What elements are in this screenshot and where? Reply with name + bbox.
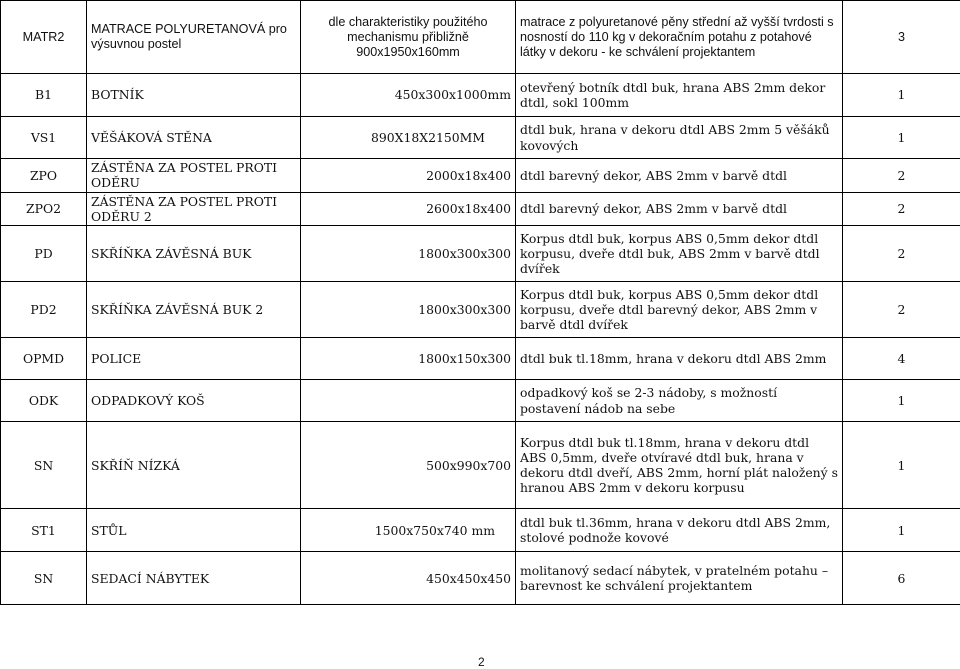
item-description: matrace z polyuretanové pěny střední až vyšší tvrdosti s nosností do 110 kg v dekoračním potahu z potahové látky v dekoru - ke schválení projektantem <box>516 1 843 74</box>
item-description: Korpus dtdl buk tl.18mm, hrana v dekoru dtdl ABS 0,5mm, dveře otvíravé dtdl buk, hrana v dekoru dtdl dveří, ABS 2mm, horní plát naložený s hranou ABS 2mm v dekoru korpusu <box>516 422 843 509</box>
item-code: OPMD <box>1 338 87 380</box>
item-dimensions: dle charakteristiky použitého mechanismu přibližně 900x1950x160mm <box>301 1 516 74</box>
item-dimensions <box>301 380 516 422</box>
item-dimensions: 450x300x1000mm <box>301 74 516 117</box>
item-dimensions: 500x990x700 <box>301 422 516 509</box>
item-name: SEDACÍ NÁBYTEK <box>87 552 301 605</box>
item-description: Korpus dtdl buk, korpus ABS 0,5mm dekor dtdl korpusu, dveře dtdl buk, ABS 2mm v barvě dtdl dvířek <box>516 226 843 282</box>
item-description: dtdl barevný dekor, ABS 2mm v barvě dtdl <box>516 192 843 226</box>
table-row <box>1 1 960 74</box>
item-dimensions: 450x450x450 <box>301 552 516 605</box>
table-row <box>1 226 960 282</box>
table-row <box>1 422 960 509</box>
item-dimensions: 1800x300x300 <box>301 226 516 282</box>
item-description: dtdl buk tl.36mm, hrana v dekoru dtdl ABS 2mm, stolové podnože kovové <box>516 509 843 552</box>
item-name: SKŘÍŇKA ZÁVĚSNÁ BUK 2 <box>87 282 301 338</box>
table-row <box>1 74 960 117</box>
item-quantity: 4 <box>843 338 960 380</box>
item-dimensions: 1800x300x300 <box>301 282 516 338</box>
item-quantity: 1 <box>843 117 960 159</box>
table-row <box>1 509 960 552</box>
item-name: POLICE <box>87 338 301 380</box>
item-description: molitanový sedací nábytek, v pratelném potahu – barevnost ke schválení projektantem <box>516 552 843 605</box>
item-description: otevřený botník dtdl buk, hrana ABS 2mm dekor dtdl, sokl 100mm <box>516 74 843 117</box>
item-code: SN <box>1 552 87 605</box>
item-quantity: 2 <box>843 159 960 193</box>
item-code: ZPO <box>1 159 87 193</box>
item-code: ZPO2 <box>1 192 87 226</box>
page-number: 2 <box>478 655 485 669</box>
item-description: dtdl buk, hrana v dekoru dtdl ABS 2mm 5 věšáků kovových <box>516 117 843 159</box>
item-code: ODK <box>1 380 87 422</box>
item-quantity: 2 <box>843 192 960 226</box>
item-description: dtdl buk tl.18mm, hrana v dekoru dtdl ABS 2mm <box>516 338 843 380</box>
table-row <box>1 338 960 380</box>
item-description: odpadkový koš se 2-3 nádoby, s možností postavení nádob na sebe <box>516 380 843 422</box>
item-quantity: 6 <box>843 552 960 605</box>
item-name: ODPADKOVÝ KOŠ <box>87 380 301 422</box>
item-name: SKŘÍŇ NÍZKÁ <box>87 422 301 509</box>
item-quantity: 1 <box>843 422 960 509</box>
item-quantity: 1 <box>843 380 960 422</box>
table-row <box>1 117 960 159</box>
item-name: STŮL <box>87 509 301 552</box>
table-row <box>1 282 960 338</box>
item-dimensions: 890X18X2150MM <box>301 117 516 159</box>
item-name: BOTNÍK <box>87 74 301 117</box>
item-name: SKŘÍŇKA ZÁVĚSNÁ BUK <box>87 226 301 282</box>
item-dimensions: 1500x750x740 mm <box>301 509 516 552</box>
item-code: PD <box>1 226 87 282</box>
item-quantity: 2 <box>843 282 960 338</box>
item-name: MATRACE POLYURETANOVÁ pro výsuvnou postel <box>87 1 301 74</box>
item-quantity: 1 <box>843 74 960 117</box>
item-code: B1 <box>1 74 87 117</box>
item-description: dtdl barevný dekor, ABS 2mm v barvě dtdl <box>516 159 843 193</box>
table-row <box>1 192 960 226</box>
item-description: Korpus dtdl buk, korpus ABS 0,5mm dekor dtdl korpusu, dveře dtdl barevný dekor, ABS 2mm v barvě dtdl dvířek <box>516 282 843 338</box>
item-quantity: 1 <box>843 509 960 552</box>
item-code: MATR2 <box>1 1 87 74</box>
item-name: ZÁSTĚNA ZA POSTEL PROTI ODĚRU <box>87 159 301 193</box>
item-dimensions: 2000x18x400 <box>301 159 516 193</box>
table-row <box>1 159 960 193</box>
item-name: VĚŠÁKOVÁ STĚNA <box>87 117 301 159</box>
table-row <box>1 552 960 605</box>
item-code: SN <box>1 422 87 509</box>
item-quantity: 2 <box>843 226 960 282</box>
item-code: VS1 <box>1 117 87 159</box>
item-code: PD2 <box>1 282 87 338</box>
table-row <box>1 380 960 422</box>
item-quantity: 3 <box>843 1 960 74</box>
item-name: ZÁSTĚNA ZA POSTEL PROTI ODĚRU 2 <box>87 192 301 226</box>
item-dimensions: 2600x18x400 <box>301 192 516 226</box>
item-dimensions: 1800x150x300 <box>301 338 516 380</box>
item-code: ST1 <box>1 509 87 552</box>
